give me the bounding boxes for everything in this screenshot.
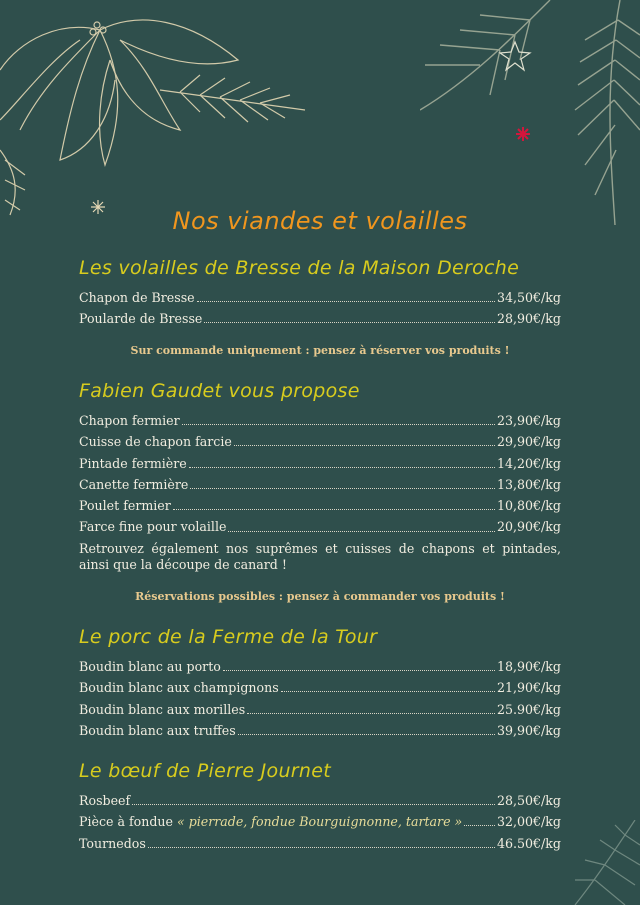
price-list-fabien-gaudet [79,410,561,538]
price-row [79,287,561,308]
item-description: « pierrade, fondue Bourguignonne, tartare » [176,814,463,830]
dot-leader [281,691,495,692]
price-row [79,453,561,474]
dot-leader [173,509,495,510]
item-name: Pintade fermière [79,455,187,471]
section-title-volailles-bresse: Les volailles de Bresse de la Maison Deroche [79,257,520,279]
item-name: Boudin blanc aux truffes [79,722,236,738]
item-name: Poulet fermier [79,498,171,514]
price-row [79,410,561,431]
page-title: Nos viandes et volailles [172,207,468,235]
dot-leader [247,713,495,714]
item-name: Chapon de Bresse [79,290,195,305]
item-price: 28,50€/kg [496,793,561,808]
note-supremes: Retrouvez également nos suprêmes et cuisses de chapons et pintades, ainsi que la découpe de canard ! [79,541,561,572]
item-price: 21,90€/kg [496,680,561,696]
item-price: 23,90€/kg [496,413,561,428]
dot-leader [238,734,495,735]
pine-branch-bottom-illustration [565,820,640,905]
item-name: Cuisse de chapon farcie [79,434,232,450]
section-title-fabien-gaudet: Fabien Gaudet vous propose [79,380,360,402]
item-name: Poularde de Bresse [79,311,203,327]
item-name: Farce fine pour volaille [79,519,227,535]
item-name-main: Pièce à fondue [79,814,173,830]
item-price: 32,00€/kg [496,814,561,830]
red-star-icon [515,126,531,142]
dot-leader [148,847,495,848]
item-name: Boudin blanc au porto [79,659,221,674]
item-price: 39,90€/kg [496,722,561,738]
item-name [79,811,462,832]
price-row [79,833,561,854]
item-price: 14,20€/kg [496,455,561,471]
item-name: Chapon fermier [79,413,180,428]
price-list-porc [79,656,561,741]
dot-leader [197,301,495,302]
section-title-porc: Le porc de la Ferme de la Tour [79,626,378,648]
section-title-boeuf: Le bœuf de Pierre Journet [79,760,332,782]
price-row [79,656,561,677]
price-row [79,431,561,452]
item-price: 18,90€/kg [496,659,561,674]
item-price: 20,90€/kg [496,519,561,535]
dot-leader [228,531,495,532]
item-name: Canette fermière [79,476,189,492]
price-row [79,677,561,698]
item-price: 34,50€/kg [496,290,561,305]
item-name: Boudin blanc aux champignons [79,680,279,696]
poinsettia-illustration [0,0,320,220]
item-price: 10,80€/kg [496,498,561,514]
item-name: Tournedos [79,835,146,851]
notice-reservations: Réservations possibles : pensez à commander vos produits ! [135,590,505,603]
item-name: Rosbeef [79,793,131,808]
item-price: 13,80€/kg [496,476,561,492]
price-row [79,720,561,741]
item-price: 28,90€/kg [496,311,561,327]
price-row [79,474,561,495]
dot-leader [204,322,495,323]
price-row [79,495,561,516]
item-name: Boudin blanc aux morilles [79,701,246,717]
dot-leader [190,488,495,489]
dot-leader [223,670,495,671]
dot-leader [189,467,495,468]
notice-order-only: Sur commande uniquement : pensez à réserver vos produits ! [130,344,510,357]
price-list-volailles-bresse [79,287,561,330]
dot-leader [182,424,495,425]
price-row [79,811,561,832]
item-price: 29,90€/kg [496,434,561,450]
dot-leader [464,825,495,826]
star-ornament [500,42,530,70]
price-list-boeuf [79,790,561,854]
price-row [79,308,561,329]
pine-branch-illustration [420,0,640,230]
price-row [79,516,561,537]
dot-leader [132,804,495,805]
price-row [79,790,561,811]
item-price: 46.50€/kg [496,835,561,851]
item-price: 25.90€/kg [496,701,561,717]
dot-leader [234,445,495,446]
price-row [79,699,561,720]
